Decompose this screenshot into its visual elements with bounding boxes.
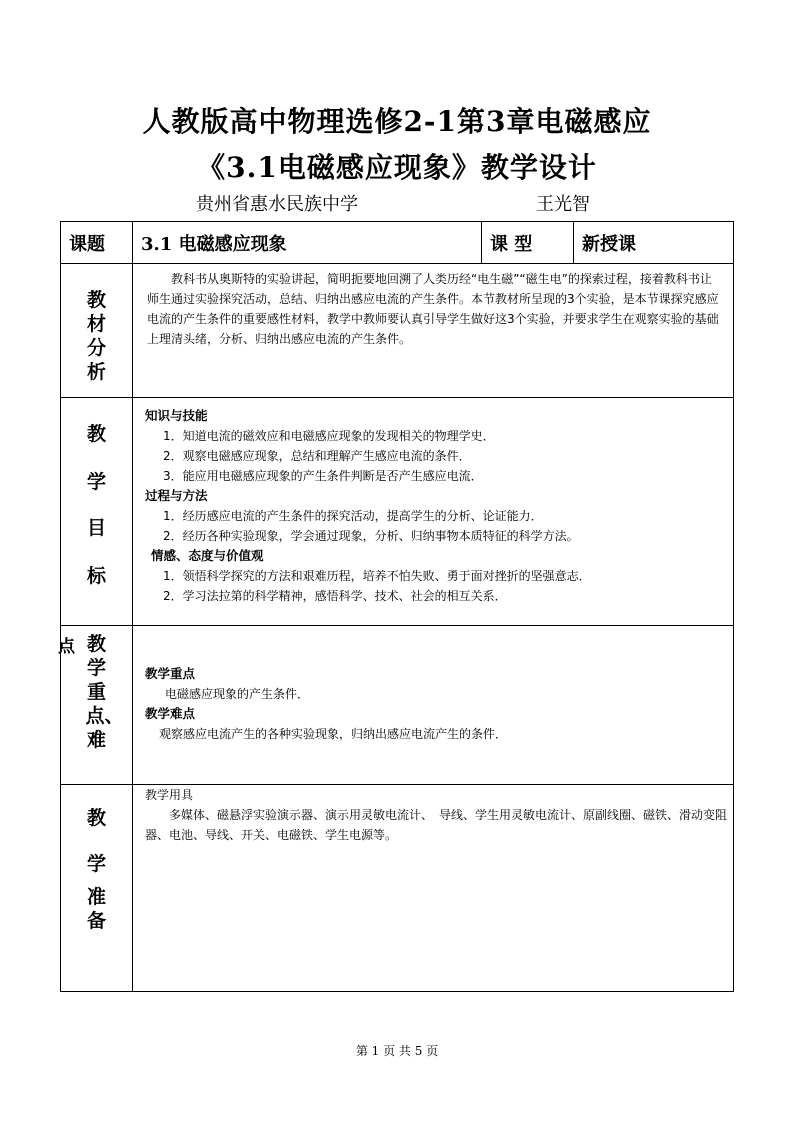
knowledge-item: 1．知道电流的磁效应和电磁感应现象的发现相关的物理学史．: [163, 429, 495, 443]
process-title: 过程与方法: [145, 488, 208, 503]
keypoints-row: [61, 626, 734, 785]
topic-value-cell: 3.1 电磁感应现象: [133, 222, 482, 264]
knowledge-item: 2．观察电磁感应现象，总结和理解产生感应电流的条件．: [163, 449, 471, 463]
prep-title: 教学用具: [145, 788, 194, 802]
document-title-line-2: 《3.1电磁感应现象》教学设计: [197, 151, 597, 184]
hard-title: 教学难点: [145, 706, 196, 721]
lesson-plan-table: [60, 221, 734, 992]
document-title-line-1: 人教版高中物理选修2-1第3章电磁感应: [142, 105, 652, 138]
author-name: 王光智: [536, 194, 590, 215]
prep-label-cell: 教 学 准备: [61, 785, 133, 992]
goals-text-cell: [133, 398, 734, 626]
school-name: 贵州省惠水民族中学: [196, 194, 358, 215]
material-row: [61, 264, 734, 398]
type-value-cell: 新授课: [574, 222, 734, 264]
page-footer: 第 1 页 共 5 页: [355, 1044, 439, 1058]
knowledge-item: 3．能应用电磁感应现象的产生条件判断是否产生感应电流．: [163, 469, 483, 483]
emotion-item: 1．领悟科学探究的方法和艰难历程，培养不怕失败、勇于面对挫折的坚强意志．: [163, 569, 591, 583]
prep-row: [61, 785, 734, 992]
topic-label-cell: 课题: [61, 222, 133, 264]
process-item: 2．经历各种实验现象，学会通过现象，分析、归纳事物本质特征的科学方法。: [163, 529, 579, 543]
key-title: 教学重点: [145, 666, 196, 681]
process-item: 1．经历感应电流的产生条件的探究活动，提高学生的分析、论证能力．: [163, 509, 543, 523]
material-label-cell: 教材分析: [61, 264, 133, 398]
stray-char: 点: [58, 637, 75, 657]
emotion-item: 2．学习法拉第的科学精神，感悟科学、技术、社会的相互关系．: [163, 589, 507, 603]
keypoints-label-cell: 教学重点、难: [61, 626, 133, 785]
goals-row: [61, 398, 734, 626]
goals-label-cell: 教 学 目 标: [61, 398, 133, 626]
emotion-title: 情感、态度与价值观: [151, 548, 264, 563]
knowledge-title: 知识与技能: [145, 408, 208, 423]
keypoints-text-cell: [133, 626, 734, 785]
type-label-cell: 课 型: [482, 222, 574, 264]
prep-text-cell: [133, 785, 734, 992]
key-text: 电磁感应现象的产生条件．: [165, 687, 310, 701]
material-text-cell: [133, 264, 734, 398]
prep-text: 多媒体、磁悬浮实验演示器、演示用灵敏电流计、 导线、学生用灵敏电流计、原副线圈、磁铁、滑动变阻器、电池、导线、开关、电磁铁、学生电源等。: [145, 808, 728, 842]
header-row: [61, 222, 734, 264]
hard-text: 观察感应电流产生的各种实验现象，归纳出感应电流产生的条件．: [159, 727, 508, 741]
material-text: 教科书从奥斯特的实验讲起，简明扼要地回溯了人类历经“电生磁”“磁生电”的探索过程，接着教科书让师生通过实验探究活动，总结、归纳出感应电流的产生条件。本节教材所呈现的3个实验，是本节课探究感应电流的产生条件的重要感性材料，教学中教师要认真引导学生做好这3个实验，并要求学生在观察实验的基础上理清头绪，分析、归纳出感应电流的产生条件。: [147, 272, 719, 346]
